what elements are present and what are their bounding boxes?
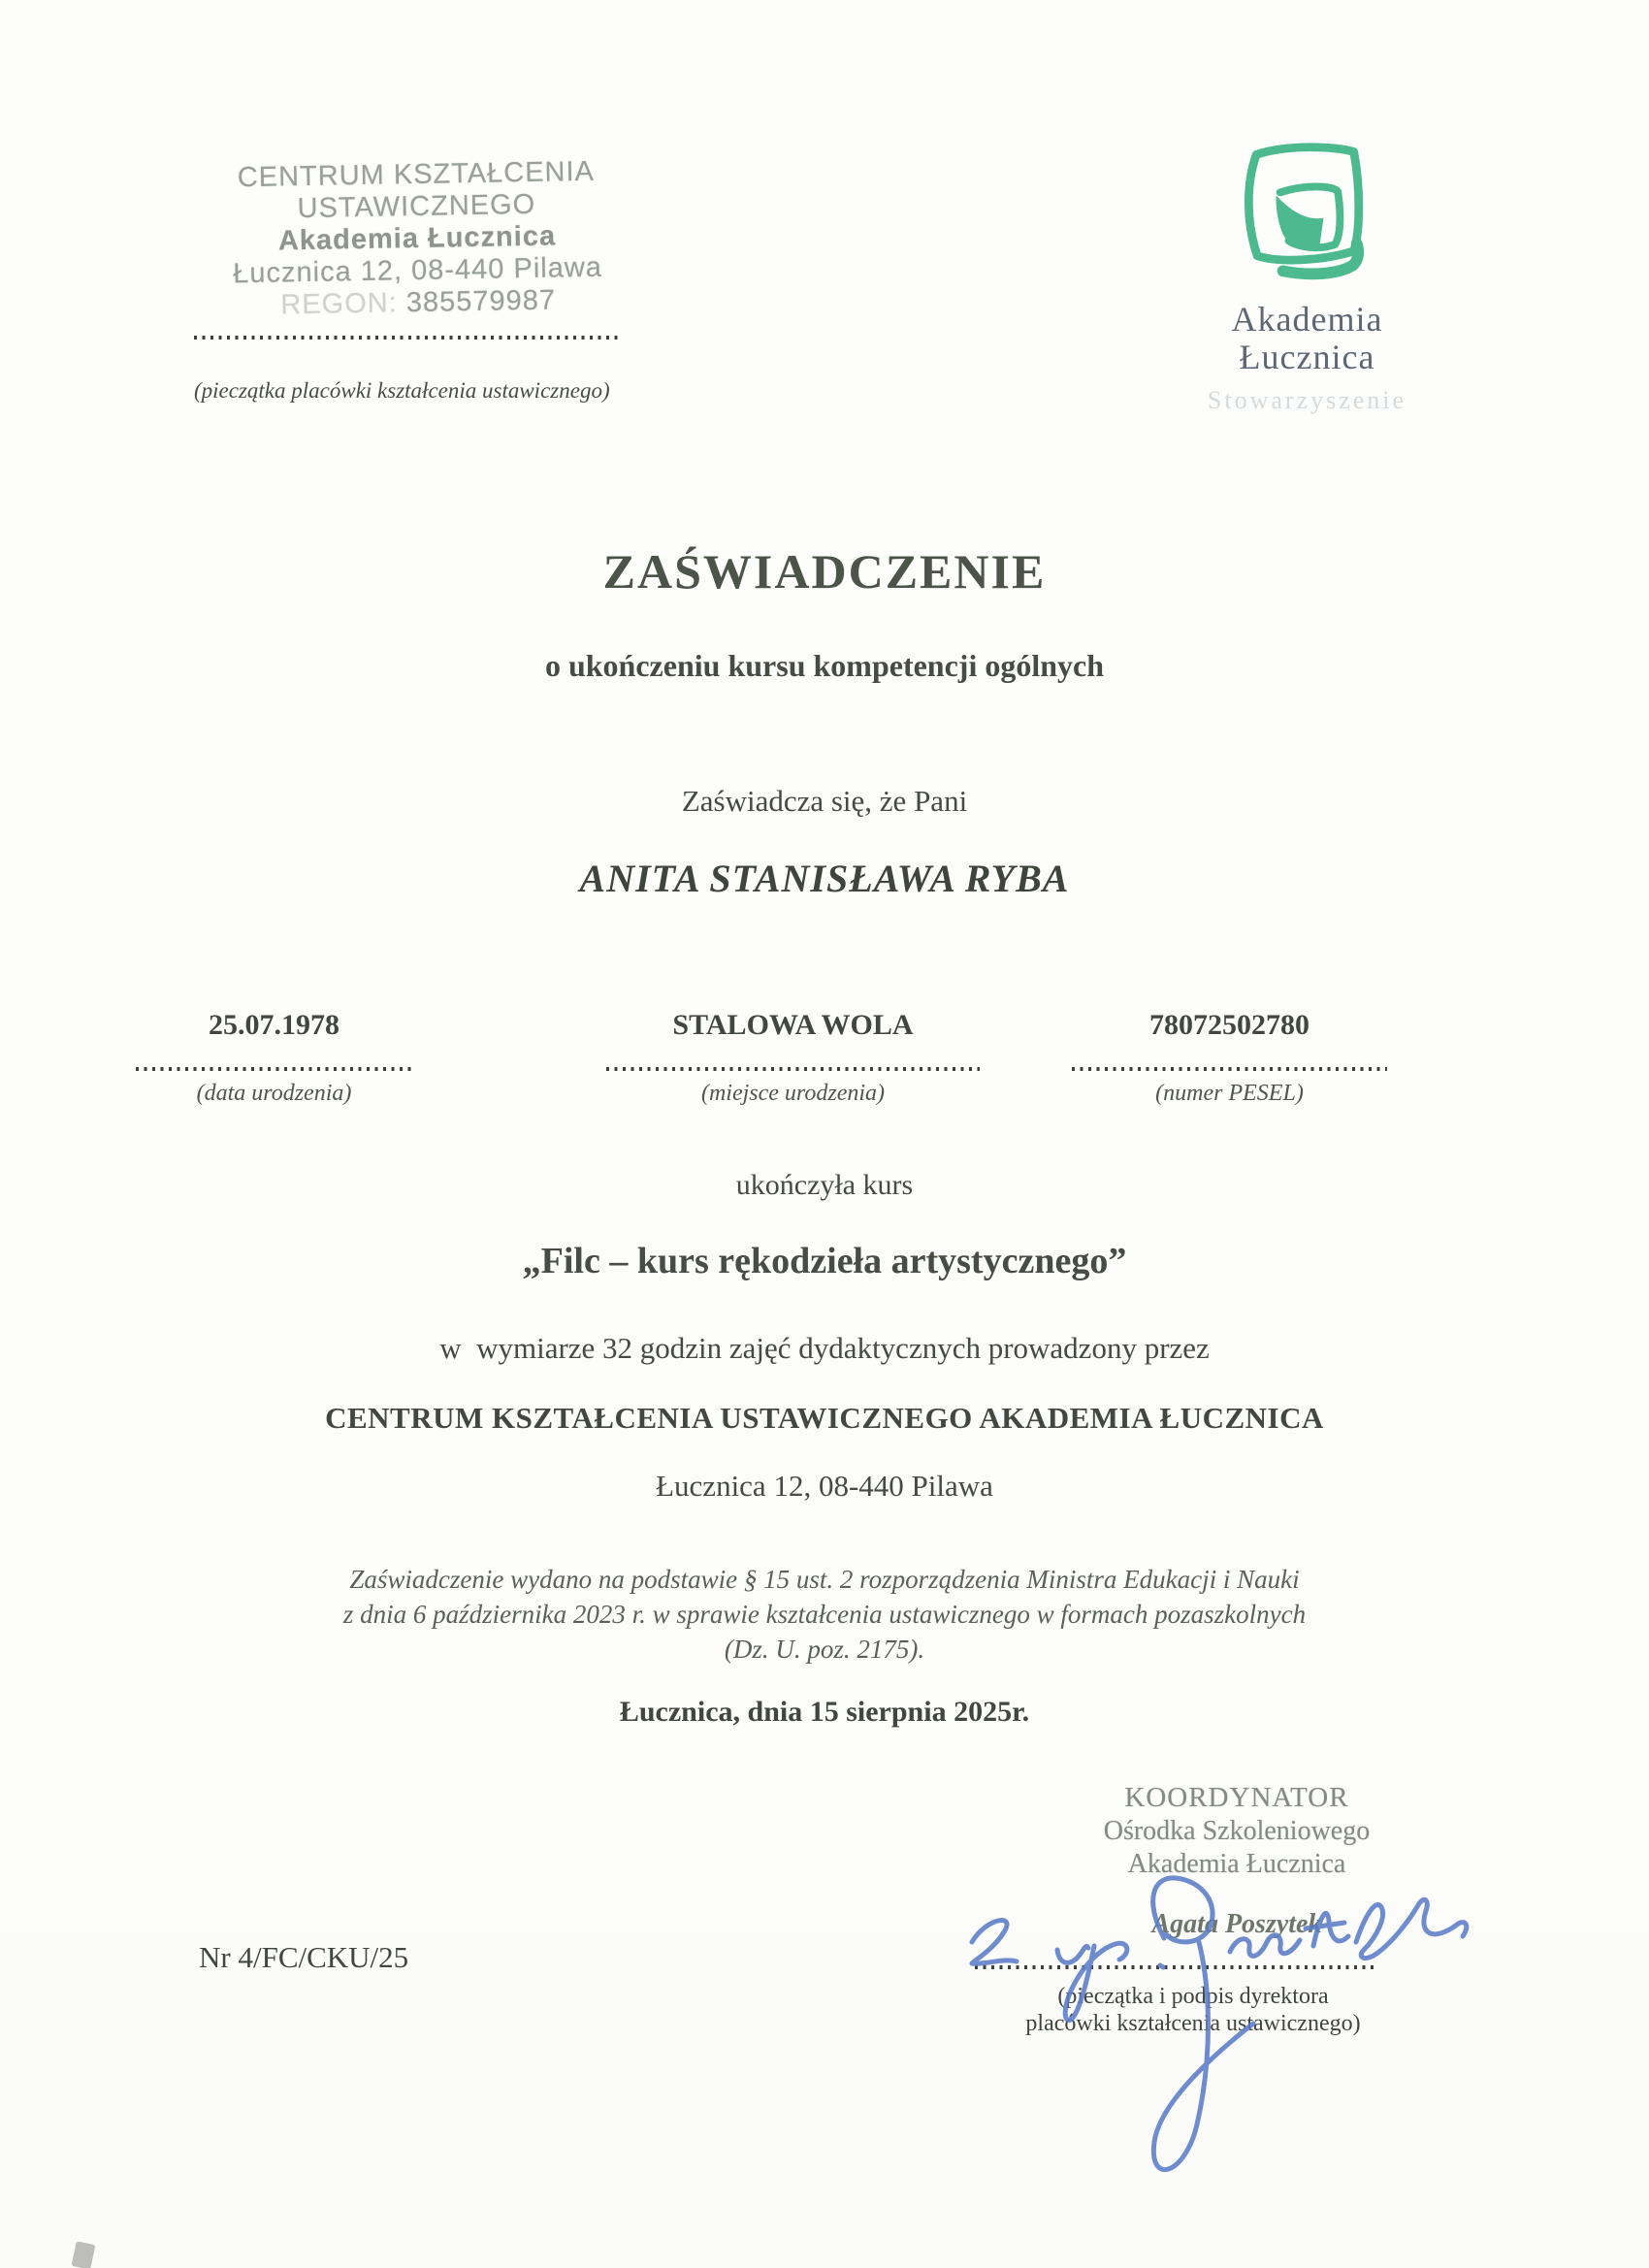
issue-place-date: Łucznica, dnia 15 sierpnia 2025r. [619,1696,1030,1728]
stamp-line: Akademia Łucznica [277,220,557,257]
legal-basis [10,1562,1639,1667]
course-title: „Filc – kurs rękodzieła artystycznego” [522,1241,1127,1281]
birth-date-label: (data urodzenia) [196,1081,352,1106]
certificate-number: Nr 4/FC/CKU/25 [199,1940,409,1974]
logo-org-name-line1: Akademia [1231,300,1383,339]
stamp-line: CENTRUM KSZTAŁCENIA [237,155,596,194]
dotted-line [606,1067,980,1071]
course-hours: w wymiarze 32 godzin zajęć dydaktycznych prowadzony przez [439,1331,1210,1365]
birth-date-value: 25.07.1978 [209,1009,340,1041]
legal-line: Zaświadczenie wydano na podstawie § 15 ust. 2 rozporządzenia Ministra Edukacji i Nauki [349,1565,1300,1594]
stamp-caption: (pieczątka placówki kształcenia ustawicznego) [194,378,610,403]
handwritten-signature [922,1833,1504,2241]
dotted-line [136,1067,412,1071]
document-title: ZAŚWIADCZENIE [602,544,1047,599]
signer-name: Agata Poszytek [1151,1909,1322,1939]
logo-subtitle: Stowarzyszenie [1207,386,1407,414]
coordinator-role: KOORDYNATOR [1124,1782,1349,1813]
field-pesel [1072,1009,1387,1107]
pesel-value: 78072502780 [1149,1009,1310,1041]
legal-line: (Dz. U. poz. 2175). [724,1635,925,1664]
document-subtitle: o ukończeniu kursu kompetencji ogólnych [544,648,1105,683]
recipient-intro: Zaświadcza się, że Pani [681,784,968,818]
recipient-name: ANITA STANISŁAWA RYBA [579,857,1070,900]
logo-org-name [1198,301,1416,376]
provider-address: Łucznica 12, 08-440 Pilawa [656,1469,993,1503]
field-birth-date [136,1009,412,1107]
institution-stamp [222,156,613,323]
coordinator-org-line: Akademia Łucznica [1127,1849,1346,1879]
stamp-line: USTAWICZNEGO [297,188,536,225]
stamp-regon-label: REGON: [280,287,399,321]
akademia-lucznica-logo-mark [1228,132,1379,283]
dotted-line [1072,1067,1387,1071]
birth-place-value: STALOWA WOLA [672,1009,914,1041]
logo-org-name-line2: Łucznica [1239,338,1375,376]
stamp-line: Łucznica 12, 08-440 Pilawa [232,251,603,290]
course-lead: ukończyła kurs [735,1169,914,1201]
stamp-regon-value: 385579987 [405,284,557,319]
coordinator-org-line: Ośrodka Szkoleniowego [1103,1816,1371,1846]
signature-caption-line: placówki kształcenia ustawicznego) [1025,2011,1361,2036]
legal-line: z dnia 6 października 2023 r. w sprawie kształcenia ustawicznego w formach pozaszkolnych [342,1600,1307,1629]
stamp-dotted-line [194,336,619,340]
stamp-regon-line [224,284,613,323]
signature-caption-line: (pieczątka i podpis dyrektora [1057,1984,1329,2009]
course-provider: CENTRUM KSZTAŁCENIA USTAWICZNEGO AKADEMIA ŁUCZNICA [325,1401,1324,1435]
birth-place-label: (miejsce urodzenia) [700,1081,886,1106]
scan-artifact [72,2241,96,2268]
pesel-label: (numer PESEL) [1155,1081,1304,1106]
field-birth-place [606,1009,980,1107]
